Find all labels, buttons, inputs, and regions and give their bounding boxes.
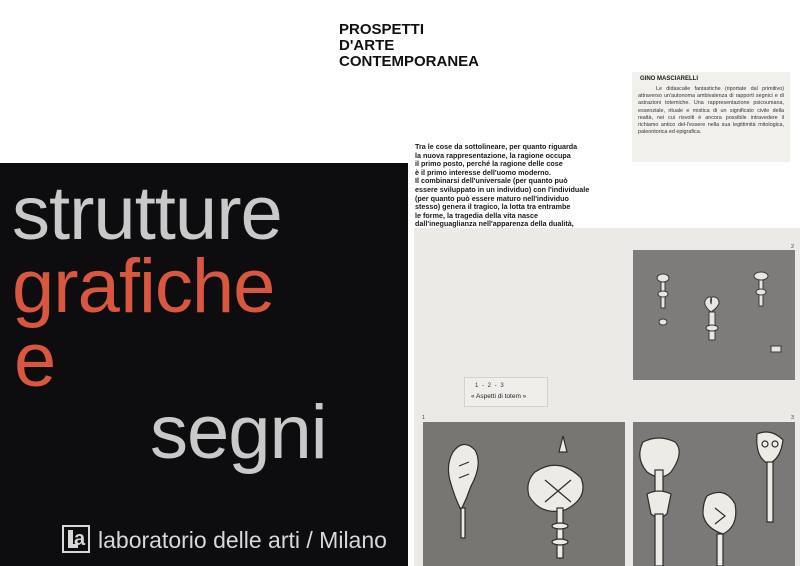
totem-photo-3	[633, 422, 795, 566]
manifesto-line: essere sviluppato in un individuo) con l'individuale	[415, 184, 590, 194]
artist-caption	[632, 72, 790, 162]
cover-title-grafiche: grafiche	[12, 244, 275, 329]
page-title-line: CONTEMPORANEA	[339, 53, 480, 70]
publisher-logo-icon	[62, 525, 90, 553]
book-cover	[0, 163, 408, 566]
figure-label-text: « Aspetti di totem »	[471, 393, 527, 400]
totem-photo-1	[423, 422, 625, 566]
figure-number: 1	[422, 415, 426, 421]
photo-plate	[414, 228, 800, 566]
manifesto-line: il primo posto, perché la ragione delle cose	[415, 159, 563, 169]
manifesto-line: Il combinarsi dell'universale (per quanto può	[415, 176, 568, 186]
totem-heads-image	[633, 422, 795, 566]
cover-title-strutture: strutture	[12, 171, 282, 256]
logo-letter: a	[74, 528, 86, 550]
figure-number: 2	[791, 244, 795, 250]
figure-number: 3	[791, 415, 795, 421]
manifesto-line: la nuova rappresentazione, la ragione occupa	[415, 150, 571, 160]
totem-masks-image	[423, 422, 625, 566]
manifesto-line: è il primo interesse dell'uomo moderno.	[415, 167, 551, 177]
cover-title-e: e	[14, 318, 56, 403]
publisher-name: laboratorio delle arti / Milano	[98, 527, 387, 553]
page-title-line: D'ARTE	[339, 37, 395, 54]
cover-title-segni: segni	[150, 390, 327, 475]
manifesto-line: dall'ineguaglianza nell'apparenza della dualità,	[415, 219, 574, 229]
page-title	[339, 22, 479, 70]
manifesto-line: stesso) genera il tragico, la lotta tra entrambe	[415, 202, 571, 212]
page-title-line: PROSPETTI	[339, 21, 425, 38]
caption-text: Le didascalie fantastiche (riportate dal primitivo) attraverso un'autonoma ambivalenza di rapporti segnici e di astrazioni totemiche. Una rappresentazione psicoumana, essenziale, rituale e mistica di un significato civile della realtà, nei cui risvolti è ancora possibile intravedere il richiamo antico del-l'essere nella sua legittimità mitologica, paleontorica ed epigrafica.	[638, 86, 784, 136]
caption-author: GINO MASCIARELLI	[640, 76, 698, 82]
totem-figures-image	[633, 250, 795, 380]
manifesto-line: Tra le cose da sottolineare, per quanto riguarda	[415, 142, 578, 151]
figure-label-box	[464, 377, 548, 407]
figure-label-numbers: 1 - 2 - 3	[475, 383, 505, 389]
manifesto-line: le forme, la tragedia della vita nasce	[415, 210, 539, 220]
totem-photo-2	[633, 250, 795, 380]
manifesto-line: (per quanto può essere maturo nell'individuo	[415, 193, 569, 203]
